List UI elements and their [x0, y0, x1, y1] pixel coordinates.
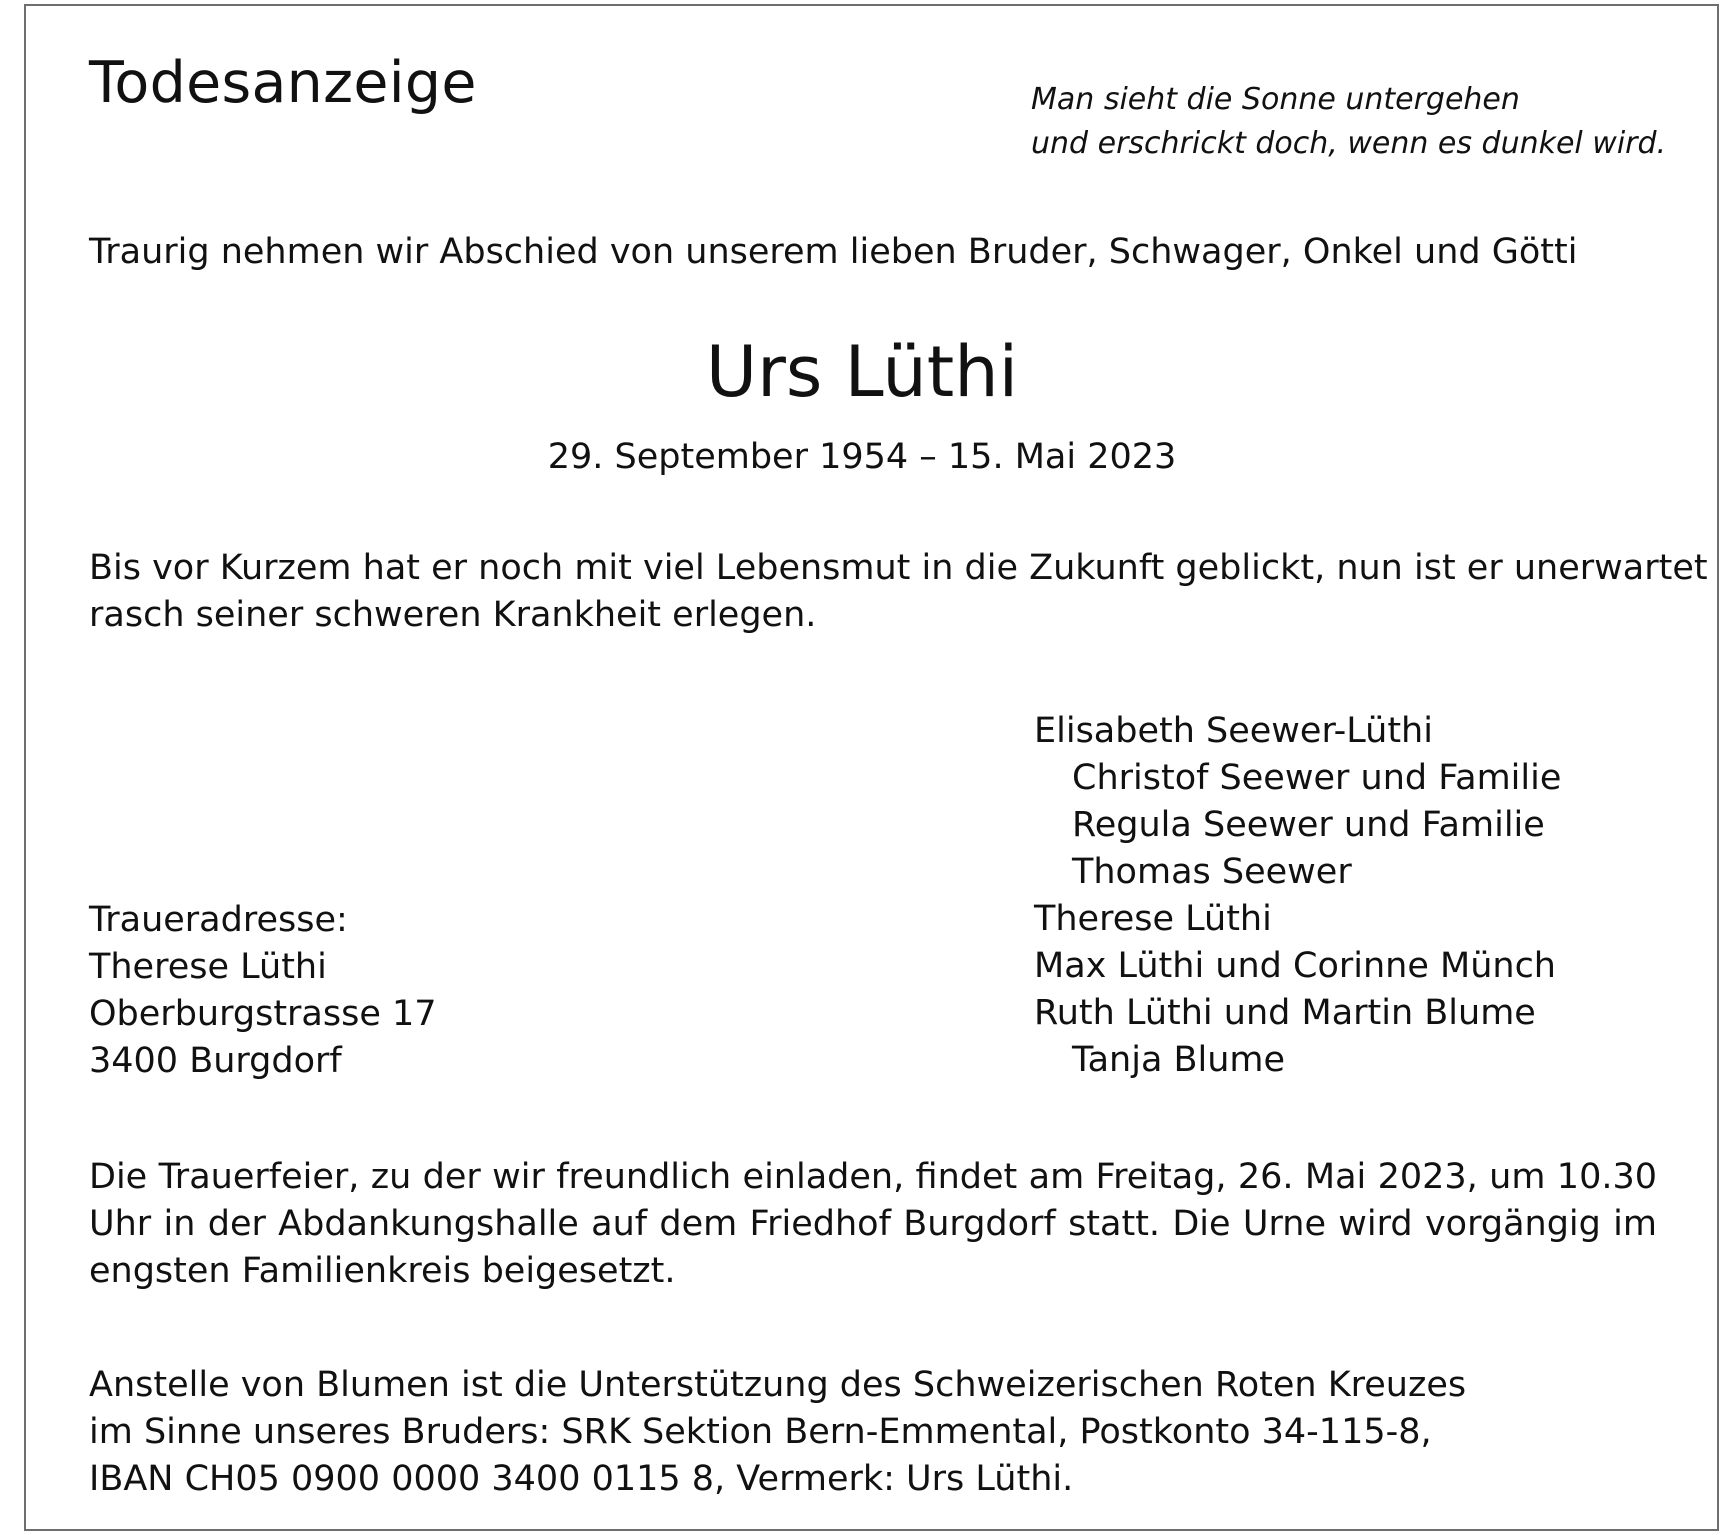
motto-quote — [1031, 78, 1666, 166]
paragraph-line: rasch seiner schweren Krankheit erlegen. — [89, 595, 817, 635]
mourner-name: Thomas Seewer — [1072, 852, 1352, 892]
mourner-name: Christof Seewer und Familie — [1072, 758, 1562, 798]
mourner-name: Elisabeth Seewer-Lüthi — [1034, 711, 1433, 751]
motto-line: Man sieht die Sonne untergehen — [1031, 82, 1520, 117]
paragraph-line: Uhr in der Abdankungshalle auf dem Friedhof Burgdorf statt. Die Urne wird vorgängig im — [89, 1204, 1657, 1244]
mourner-name: Ruth Lüthi und Martin Blume — [1034, 993, 1536, 1033]
notice-heading: Todesanzeige — [89, 50, 477, 116]
mourner-name: Therese Lüthi — [1034, 899, 1272, 939]
address-line: Oberburgstrasse 17 — [89, 994, 437, 1034]
paragraph-line: engsten Familienkreis beigesetzt. — [89, 1251, 676, 1291]
mourning-address — [89, 897, 437, 1085]
life-dates: 29. September 1954 – 15. Mai 2023 — [547, 437, 1177, 477]
address-label: Traueradresse: — [89, 900, 348, 940]
intro-text: Traurig nehmen wir Abschied von unserem lieben Bruder, Schwager, Onkel und Götti — [89, 232, 1578, 272]
paragraph-line: Anstelle von Blumen ist die Unterstützung des Schweizerischen Roten Kreuzes — [89, 1365, 1467, 1405]
paragraph-line: Die Trauerfeier, zu der wir freundlich einladen, findet am Freitag, 26. Mai 2023, um 10.30 — [89, 1157, 1657, 1197]
paragraph-line: Bis vor Kurzem hat er noch mit viel Lebensmut in die Zukunft geblickt, nun ist er unerwartet — [89, 548, 1708, 588]
paragraph-line: im Sinne unseres Bruders: SRK Sektion Bern-Emmental, Postkonto 34-115-8, — [89, 1412, 1432, 1452]
mourner-name: Max Lüthi und Corinne Münch — [1034, 946, 1556, 986]
ceremony-paragraph — [89, 1154, 1657, 1295]
mourner-name: Tanja Blume — [1072, 1040, 1286, 1080]
paragraph-line: IBAN CH05 0900 0000 3400 0115 8, Vermerk: Urs Lüthi. — [89, 1459, 1074, 1499]
farewell-paragraph — [89, 545, 1708, 639]
address-line: Therese Lüthi — [89, 947, 327, 987]
mourner-name: Regula Seewer und Familie — [1072, 805, 1545, 845]
motto-line: und erschrickt doch, wenn es dunkel wird. — [1031, 126, 1667, 161]
address-line: 3400 Burgdorf — [89, 1041, 342, 1081]
donation-paragraph — [89, 1362, 1466, 1503]
mourners-list — [1034, 708, 1561, 1084]
deceased-name: Urs Lüthi — [705, 331, 1019, 413]
